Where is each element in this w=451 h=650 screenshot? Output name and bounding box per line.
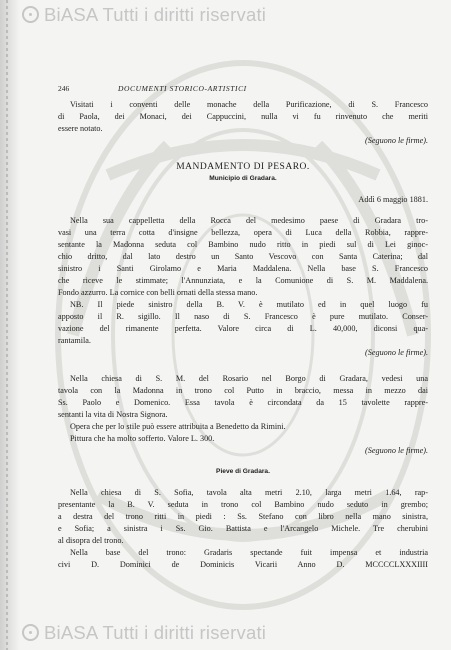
biasa-logo-icon — [22, 624, 39, 641]
spacer — [58, 185, 428, 194]
text-line: Nella chiesa di S. M. del Rosario nel Borgo di Gradara, vedesi una — [70, 374, 428, 383]
spacer — [58, 478, 428, 487]
text-line: di Paola, dei Monaci, dei Cappuccini, nulla vi fu rinvenuto che meriti — [58, 112, 428, 121]
subsection-title — [58, 173, 428, 185]
spacer — [58, 457, 428, 466]
scan-binding-edge — [0, 0, 20, 650]
text-line: rantamila. — [58, 336, 91, 345]
spacer — [58, 206, 428, 215]
watermark-top-text: BiASA Tutti i diritti riservati — [44, 4, 267, 25]
text-line: sentanti la vita di Nostra Signora. — [58, 410, 168, 419]
spacer — [58, 147, 428, 161]
intro-paragraph — [58, 99, 428, 135]
text-line: chio dritto, dal lato destro un Santo Vescovo con Santa Caterina; dal — [58, 252, 428, 261]
text-line: (Seguono le firme). — [365, 348, 428, 357]
paragraph-pieve — [58, 487, 428, 571]
watermark-top — [22, 2, 442, 28]
text-line: Visitati i conventi delle monache della Purificazione, di S. Francesco — [70, 100, 428, 109]
text-line: (Seguono le firme). — [365, 446, 428, 455]
text-line: sinistro i Santi Girolamo e Maria Maddalena. Nella base S. Francesco — [58, 264, 428, 273]
text-line: Nella base del trono: Gradaris spectande fuit impensa et industria — [70, 548, 428, 557]
text-line: Fondo azzurro. La cornice con belli ornati della stessa mano. — [58, 288, 258, 297]
page-number: 246 — [58, 84, 70, 93]
paragraph-rosario — [58, 373, 428, 445]
running-title: DOCUMENTI STORICO-ARTISTICI — [118, 84, 247, 93]
text-line: vasi una terra cotta d'insigne bellezza, opera di Luca della Robbia, rappre- — [58, 228, 428, 237]
text-line: Nella sua cappelletta della Rocca del medesimo paese di Gradara tro- — [70, 216, 428, 225]
spacer — [58, 359, 428, 373]
text-line: Opera che per lo stile può essere attribuita a Benedetto da Rimini. — [70, 422, 286, 431]
text-line: vazione del rimanente perfetta. Valore circa di L. 40,000, diconsi qua- — [58, 324, 428, 333]
text-line: Pieve di Gradara. — [216, 468, 270, 475]
text-line: Pittura che ha molto sofferto. Valore L. 300. — [70, 434, 215, 443]
document-body — [58, 99, 428, 571]
text-line: a destra del trono ritti in piedi : Ss. Stefano con libro nella mano sinistra, — [58, 512, 428, 521]
text-line: MANDAMENTO DI PESARO. — [176, 162, 310, 172]
text-line: Nella chiesa di S. Sofia, tavola alta metri 2.10, larga metri 1.64, rap- — [70, 488, 428, 497]
signature-line — [58, 135, 428, 147]
text-line: (Seguono le firme). — [365, 136, 428, 145]
text-line: civi D. Dominici de Dominicis Vicarii Anno D. MCCCCLXXXIIII — [58, 560, 428, 569]
section-title — [58, 161, 428, 173]
text-line: Municipio di Gradara. — [209, 175, 277, 182]
text-line: tavola con la Madonna in trono col Putto in braccio, messa in mezzo dai — [58, 386, 428, 395]
running-header — [58, 84, 428, 96]
text-line: apposto il R. sigillo. Il naso di S. Francesco è pure mutilato. Conser- — [58, 312, 428, 321]
signature-line — [58, 347, 428, 359]
biasa-logo-icon — [22, 6, 39, 23]
signature-line — [58, 445, 428, 457]
paragraph-nb — [58, 299, 428, 347]
text-line: sentante la Madonna seduta col Bambino nudo ritto in piedi sul di Lei ginoc- — [58, 240, 428, 249]
subsection-title — [58, 466, 428, 478]
watermark-bottom-text: BiASA Tutti i diritti riservati — [44, 622, 267, 643]
text-line: che riceve le stimmate; l'Annunziata, e la Comunione di S. M. Maddalena. — [58, 276, 428, 285]
text-line: presentante la B. V. seduta in trono col Bambino nudo seduto in grembo; — [58, 500, 428, 509]
watermark-bottom — [22, 620, 442, 646]
text-line: Addì 6 maggio 1881. — [358, 195, 428, 204]
paragraph-rocca — [58, 215, 428, 299]
text-line: al disopra del trono. — [58, 536, 124, 545]
text-line: e Sofia; a sinistra i Ss. Gio. Battista e l'Arcangelo Michele. Tre cherubini — [58, 524, 428, 533]
date-line — [58, 194, 428, 206]
text-line: Ss. Paolo e Domenico. Essa tavola è circondata da 15 tavolette rappre- — [58, 398, 428, 407]
text-line: essere notato. — [58, 124, 103, 133]
text-line: NB. Il piede sinistro della B. V. è mutilato ed in quel luogo fu — [70, 300, 428, 309]
